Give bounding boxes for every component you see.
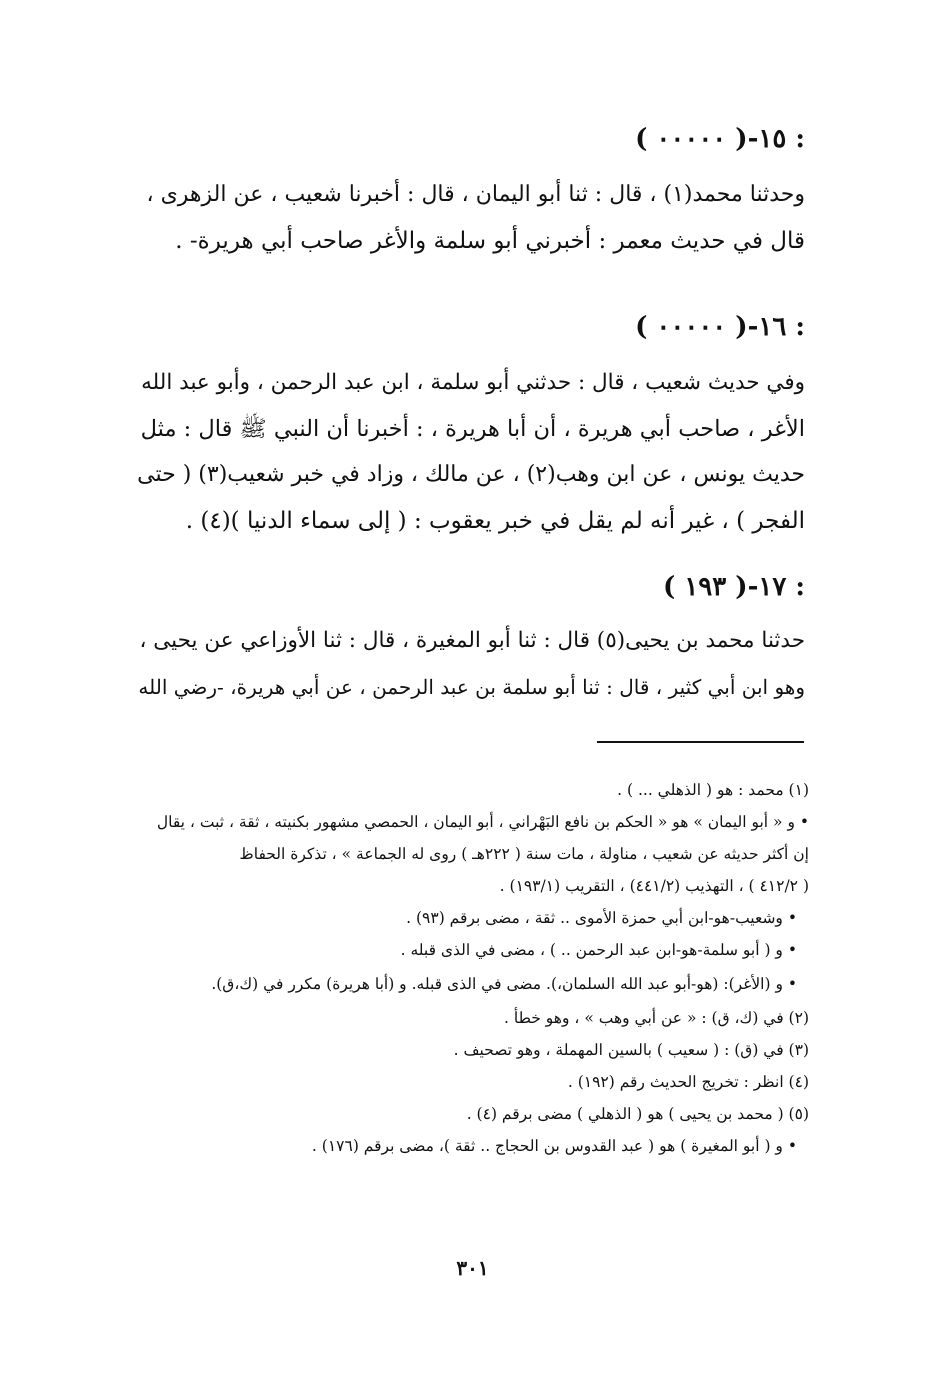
footnote-1-bullet-1: • وشعيب-هو-ابن أبي حمزة الأموى .. ثقة ، مضى برقم (٩٣) .: [406, 909, 797, 927]
hadith-heading-17: ١٧-( ١٩٣ ) :: [662, 572, 805, 602]
text-line: الفجر ) ، غير أنه لم يقل في خبر يعقوب : ( إلى سماء الدنيا )(٤) .: [185, 508, 805, 534]
footnote-separator: [597, 741, 804, 743]
footnote-5-bullet: • و ( أبو المغيرة ) هو ( عبد القدوس بن الحجاج .. ثقة )، مضى برقم (١٧٦) .: [311, 1137, 797, 1155]
text-line: قال في حديث معمر : أخبرني أبو سلمة والأغر صاحب أبي هريرة- .: [175, 228, 805, 254]
text-line: حدثنا محمد بن يحيى(٥) قال : ثنا أبو المغيرة ، قال : ثنا الأوزاعي عن يحيى ،: [139, 628, 805, 653]
footnote-1: (١) محمد : هو ( الذهلي ... ) .: [617, 781, 809, 799]
hadith-text-17: [140, 618, 805, 710]
text-line: الأغر ، صاحب أبي هريرة ، أن أبا هريرة ، : أخبرنا أن النبي ﷺ قال : مثل: [140, 416, 805, 442]
footnote-1-note-b: إن أكثر حديثه عن شعيب ، مناولة ، مات سنة ( ٢٢٢هـ ) روى له الجماعة » ، تذكرة الحفاظ: [239, 845, 809, 863]
page-number: ٣٠١: [456, 1256, 489, 1280]
hadith-text-15: [140, 172, 805, 264]
hadith-heading-15: ١٥-( ٠٠٠٠٠ ) :: [635, 124, 805, 154]
footnote-1-note-a: • و « أبو اليمان » هو « الحكم بن نافع البَهْراني ، أبو اليمان ، الحمصي مشهور بكنيته ، ثقة ، ثبت ، يقال: [156, 813, 809, 831]
text-line: حديث يونس ، عن ابن وهب(٢) ، عن مالك ، وزاد في خبر شعيب(٣) ( حتى: [137, 462, 805, 487]
text-line: وحدثنا محمد(١) ، قال : ثنا أبو اليمان ، قال : أخبرنا شعيب ، عن الزهرى ،: [146, 182, 805, 207]
hadith-text-16: [137, 360, 805, 544]
text-line: وفي حديث شعيب ، قال : حدثني أبو سلمة ، ابن عبد الرحمن ، وأبو عبد الله: [141, 370, 805, 395]
footnote-1-note-c: ( ٤١٢/٢ ) ، التهذيب (٤٤١/٢) ، التقريب (١٩٣/١) .: [499, 877, 809, 895]
text-line: وهو ابن أبي كثير ، قال : ثنا أبو سلمة بن عبد الرحمن ، عن أبي هريرة، -رضي الله: [138, 675, 805, 699]
footnote-1-bullet-3: • و (الأغر): (هو-أبو عبد الله السلمان،). مضى في الذى قبله. و (أبا هريرة) مكرر في (ك،ق).: [211, 975, 797, 993]
footnote-4: (٤) انظر : تخريج الحديث رقم (١٩٢) .: [567, 1073, 809, 1091]
hadith-heading-16: ١٦-( ٠٠٠٠٠ ) :: [635, 312, 805, 342]
footnote-3: (٣) في (ق) : ( سعيب ) بالسين المهملة ، وهو تصحيف .: [453, 1041, 809, 1059]
footnote-1-bullet-2: • و ( أبو سلمة-هو-ابن عبد الرحمن .. ) ، مضى في الذى قبله .: [400, 941, 797, 959]
footnote-5: (٥) ( محمد بن يحيى ) هو ( الذهلي ) مضى برقم (٤) .: [466, 1105, 809, 1123]
footnote-2: (٢) في (ك، ق) : « عن أبي وهب » ، وهو خطأ .: [504, 1009, 809, 1027]
